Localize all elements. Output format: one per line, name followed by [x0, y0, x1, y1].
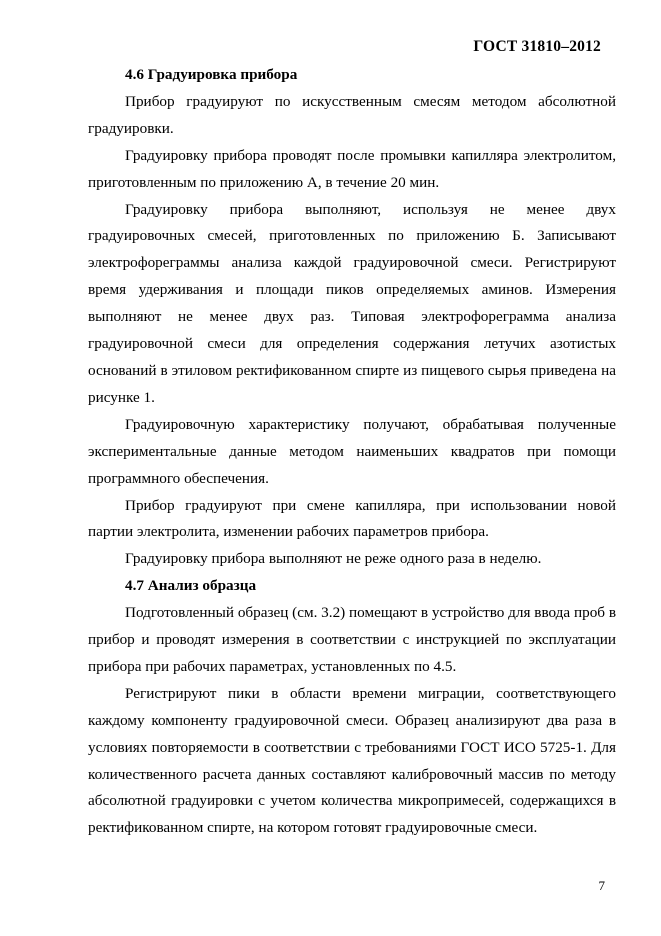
page-number: 7	[598, 878, 605, 893]
document-body	[88, 62, 616, 842]
paragraph: Градуировку прибора выполняют, используя не менее двух градуировочных смесей, приготовленных по приложению Б. Записывают электрофореграммы анализа каждой градуировочной смеси. Регистрируют время удерживания и площади пиков определяемых аминов. Измерения выполняют не менее двух раз. Типовая электрофореграмма анализа градуировочной смеси для определения содержания летучих азотистых оснований в этиловом ректификованном спирте из пищевого сырья приведена на рисунке 1.	[88, 200, 616, 406]
paragraph: Градуировку прибора проводят после промывки капилляра электролитом, приготовленным по приложению А, в течение 20 мин.	[88, 146, 616, 191]
paragraph: Градуировочную характеристику получают, обрабатывая полученные экспериментальные данные методом наименьших квадратов при помощи программного обеспечения.	[88, 415, 616, 487]
section-heading-4-6: 4.6 Градуировка прибора	[125, 66, 298, 83]
section-heading-4-7: 4.7 Анализ образца	[125, 577, 257, 595]
paragraph: Регистрируют пики в области времени миграции, соответствующего каждому компоненту градуировочной смеси. Образец анализируют два раза в условиях повторяемости в соответствии с требованиями ГОСТ ИСО 5725-1. Для количественного расчета данных составляют калибровочный массив по методу абсолютной градуировки с учетом количества микропримесей, содержащихся в ректификованном спирте, на котором готовят градуировочные смеси.	[88, 684, 616, 837]
document-standard-header: ГОСТ 31810–2012	[473, 38, 601, 55]
paragraph: Прибор градуируют при смене капилляра, при использовании новой партии электролита, изменении рабочих параметров прибора.	[88, 496, 616, 541]
paragraph: Градуировку прибора выполняют не реже одного раза в неделю.	[125, 550, 542, 568]
paragraph: Подготовленный образец (см. 3.2) помещают в устройство для ввода проб в прибор и проводят измерения в соответствии с инструкцией по эксплуатации прибора при рабочих параметрах, установленных по 4.5.	[88, 604, 616, 675]
paragraph: Прибор градуируют по искусственным смесям методом абсолютной градуировки.	[88, 92, 616, 137]
